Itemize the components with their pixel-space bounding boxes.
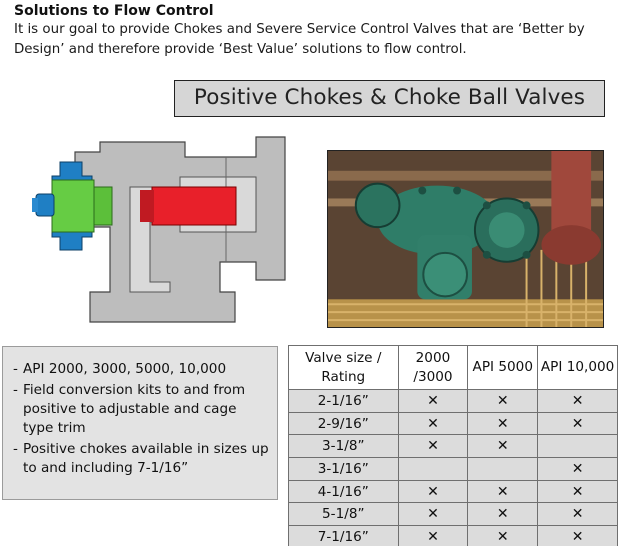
table-row xyxy=(289,458,618,481)
feature-item: - Positive chokes available in sizes up to and including 7-1/16” xyxy=(13,440,269,478)
rating-cell: ✕ xyxy=(398,480,468,503)
choke-bean xyxy=(152,187,236,225)
rating-cell: ✕ xyxy=(398,390,468,413)
features-list xyxy=(13,360,269,478)
rating-cell: ✕ xyxy=(398,435,468,458)
rating-cell: ✕ xyxy=(538,480,618,503)
table-row xyxy=(289,390,618,413)
size-cell: 2-9/16” xyxy=(289,412,399,435)
rating-cell: ✕ xyxy=(468,390,538,413)
size-cell: 7-1/16” xyxy=(289,526,399,546)
rating-cell: ✕ xyxy=(468,412,538,435)
size-cell: 3-1/16” xyxy=(289,458,399,481)
rating-cell: ✕ xyxy=(398,503,468,526)
features-panel xyxy=(2,346,278,500)
rating-cell xyxy=(398,458,468,481)
rating-cell: ✕ xyxy=(538,412,618,435)
table-header-row xyxy=(289,346,618,390)
rating-cell: ✕ xyxy=(468,435,538,458)
choke-valve-photo xyxy=(327,150,604,328)
page-header xyxy=(14,2,614,60)
rating-cell: ✕ xyxy=(538,390,618,413)
table-row xyxy=(289,503,618,526)
intro-text: It is our goal to provide Chokes and Severe Service Control Valves that are ‘Better by Design’ and therefore provide ‘Best Value’ solutions to flow control. xyxy=(14,22,585,57)
valve-rating-table xyxy=(288,345,618,546)
rating-cell xyxy=(538,435,618,458)
choke-cross-section-diagram xyxy=(30,132,300,332)
table-row xyxy=(289,435,618,458)
rating-cell xyxy=(468,458,538,481)
page-title: Solutions to Flow Control xyxy=(14,3,214,19)
column-header-2000-3000: 2000 /3000 xyxy=(398,346,468,390)
rating-cell: ✕ xyxy=(468,526,538,546)
column-header-size: Valve size / Rating xyxy=(289,346,399,390)
section-banner: Positive Chokes & Choke Ball Valves xyxy=(174,80,605,117)
rating-cell: ✕ xyxy=(468,503,538,526)
feature-item: - Field conversion kits to and from positive to adjustable and cage type trim xyxy=(13,381,269,438)
column-header-api-5000: API 5000 xyxy=(468,346,538,390)
rating-cell: ✕ xyxy=(538,526,618,546)
rating-cell: ✕ xyxy=(538,458,618,481)
table-row xyxy=(289,412,618,435)
table-row xyxy=(289,480,618,503)
rating-cell: ✕ xyxy=(468,480,538,503)
column-header-api-10000: API 10,000 xyxy=(538,346,618,390)
size-cell: 4-1/16” xyxy=(289,480,399,503)
size-cell: 3-1/8” xyxy=(289,435,399,458)
feature-item: - API 2000, 3000, 5000, 10,000 xyxy=(13,360,269,379)
table-row xyxy=(289,526,618,546)
size-cell: 2-1/16” xyxy=(289,390,399,413)
size-cell: 5-1/8” xyxy=(289,503,399,526)
rating-cell: ✕ xyxy=(538,503,618,526)
rating-cell: ✕ xyxy=(398,412,468,435)
rating-cell: ✕ xyxy=(398,526,468,546)
